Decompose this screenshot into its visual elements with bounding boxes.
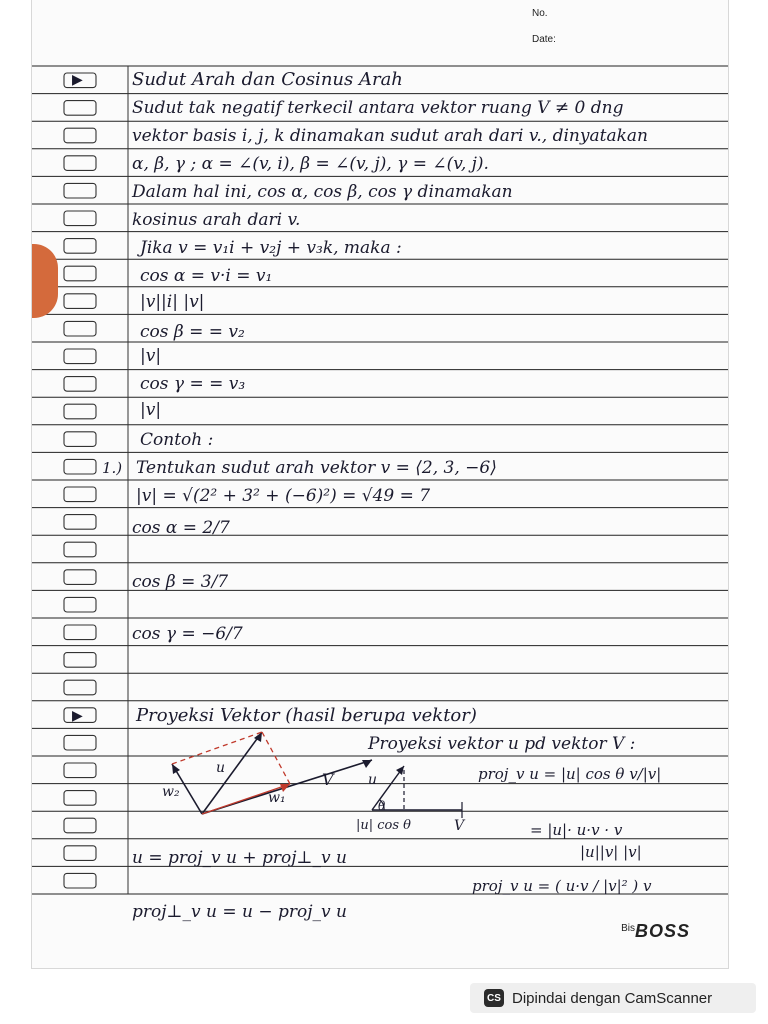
camscanner-badge bbox=[470, 983, 756, 1013]
note-line: |v| bbox=[140, 346, 162, 366]
label-v2: V bbox=[454, 818, 465, 834]
note-line: = |u|· u·v · v bbox=[530, 821, 623, 839]
margin-checkbox bbox=[64, 570, 96, 585]
margin-checkbox bbox=[64, 680, 96, 695]
brand-name: BOSS bbox=[634, 921, 690, 941]
note-line: |u||v| |v| bbox=[580, 843, 642, 861]
margin-checkbox bbox=[64, 156, 96, 171]
note-line: cos α = 2/7 bbox=[132, 518, 230, 538]
note-line: Proyeksi Vektor (hasil berupa vektor) bbox=[136, 705, 477, 726]
note-line: proj_v u = |u| cos θ v/|v| bbox=[478, 765, 662, 783]
label-theta: θ bbox=[378, 799, 386, 813]
camscanner-icon: CS bbox=[484, 989, 504, 1007]
label-v: V bbox=[322, 770, 334, 789]
note-line: Proyeksi vektor u pd vektor V : bbox=[368, 734, 636, 754]
note-line: cos γ = = v₃ bbox=[140, 374, 246, 394]
note-line: Dalam hal ini, cos α, cos β, cos γ dinamakan bbox=[132, 182, 513, 202]
note-line: α, β, γ ; α = ∠(v, i), β = ∠(v, j), γ = ∠(v, j). bbox=[132, 154, 489, 174]
margin-checkbox bbox=[64, 404, 96, 419]
note-line: u = proj_v u + proj⊥_v u bbox=[132, 848, 347, 868]
note-line: cos β = 3/7 bbox=[132, 572, 229, 592]
note-line: vektor basis i, j, k dinamakan sudut arah dari v., dinyatakan bbox=[132, 126, 648, 146]
note-line: |v| = √(2² + 3² + (−6)²) = √49 = 7 bbox=[136, 486, 431, 506]
notebook-brand bbox=[621, 921, 690, 942]
label-u: u bbox=[216, 760, 226, 776]
no-label: No. bbox=[532, 8, 548, 19]
date-label: Date: bbox=[532, 34, 556, 45]
note-line: Tentukan sudut arah vektor v = ⟨2, 3, −6⟩ bbox=[136, 458, 497, 478]
margin-checkbox bbox=[64, 763, 96, 778]
margin-checkbox bbox=[64, 735, 96, 750]
note-line: Sudut tak negatif terkecil antara vektor ruang V ≠ 0 dng bbox=[132, 98, 624, 118]
margin-checkbox bbox=[64, 487, 96, 502]
margin-checkbox bbox=[64, 239, 96, 254]
margin-checkbox bbox=[64, 128, 96, 143]
margin-checkbox bbox=[64, 211, 96, 226]
camscanner-text: Dipindai dengan CamScanner bbox=[512, 989, 713, 1007]
margin-checkbox bbox=[64, 653, 96, 668]
margin-checkbox bbox=[64, 597, 96, 612]
margin-checkbox bbox=[64, 349, 96, 364]
brand-prefix: Bis bbox=[621, 923, 635, 934]
note-line: |v| bbox=[140, 400, 162, 420]
play-bullet-icon: ▶ bbox=[72, 72, 83, 88]
projection-diagram bbox=[162, 722, 382, 832]
note-line: Contoh : bbox=[140, 430, 214, 450]
play-bullet-icon: ▶ bbox=[72, 708, 83, 724]
notebook-page bbox=[32, 0, 728, 968]
note-line: cos β = = v₂ bbox=[140, 322, 245, 342]
margin-checkbox bbox=[64, 542, 96, 557]
margin-checkbox bbox=[64, 625, 96, 640]
margin-checkbox bbox=[64, 266, 96, 281]
margin-checkbox bbox=[64, 377, 96, 392]
label-ucos: |u| cos θ bbox=[356, 818, 412, 833]
example-number: 1.) bbox=[102, 459, 123, 477]
margin-checkbox bbox=[64, 101, 96, 116]
label-u2: u bbox=[368, 772, 378, 788]
note-line: proj⊥_v u = u − proj_v u bbox=[132, 902, 347, 922]
note-line: kosinus arah dari v. bbox=[132, 210, 301, 230]
note-line: Jika v = v₁i + v₂j + v₃k, maka : bbox=[140, 238, 402, 258]
margin-checkbox bbox=[64, 846, 96, 861]
margin-checkbox bbox=[64, 321, 96, 336]
note-line: cos α = v·i = v₁ bbox=[140, 266, 273, 286]
margin-checkbox bbox=[64, 183, 96, 198]
finger-edge bbox=[32, 244, 58, 318]
margin-checkbox bbox=[64, 432, 96, 447]
note-line: Sudut Arah dan Cosinus Arah bbox=[132, 69, 403, 90]
margin-checkbox bbox=[64, 459, 96, 474]
label-w2: w₂ bbox=[162, 784, 180, 800]
note-line: cos γ = −6/7 bbox=[132, 624, 243, 644]
margin-checkbox bbox=[64, 818, 96, 833]
margin-checkbox bbox=[64, 515, 96, 530]
margin-checkbox bbox=[64, 791, 96, 806]
note-line: |v||i| |v| bbox=[140, 292, 205, 312]
note-line: proj_v u = ( u·v / |v|² ) v bbox=[472, 877, 652, 895]
label-w1: w₁ bbox=[268, 790, 286, 806]
margin-checkbox bbox=[64, 873, 96, 888]
margin-checkbox bbox=[64, 294, 96, 309]
